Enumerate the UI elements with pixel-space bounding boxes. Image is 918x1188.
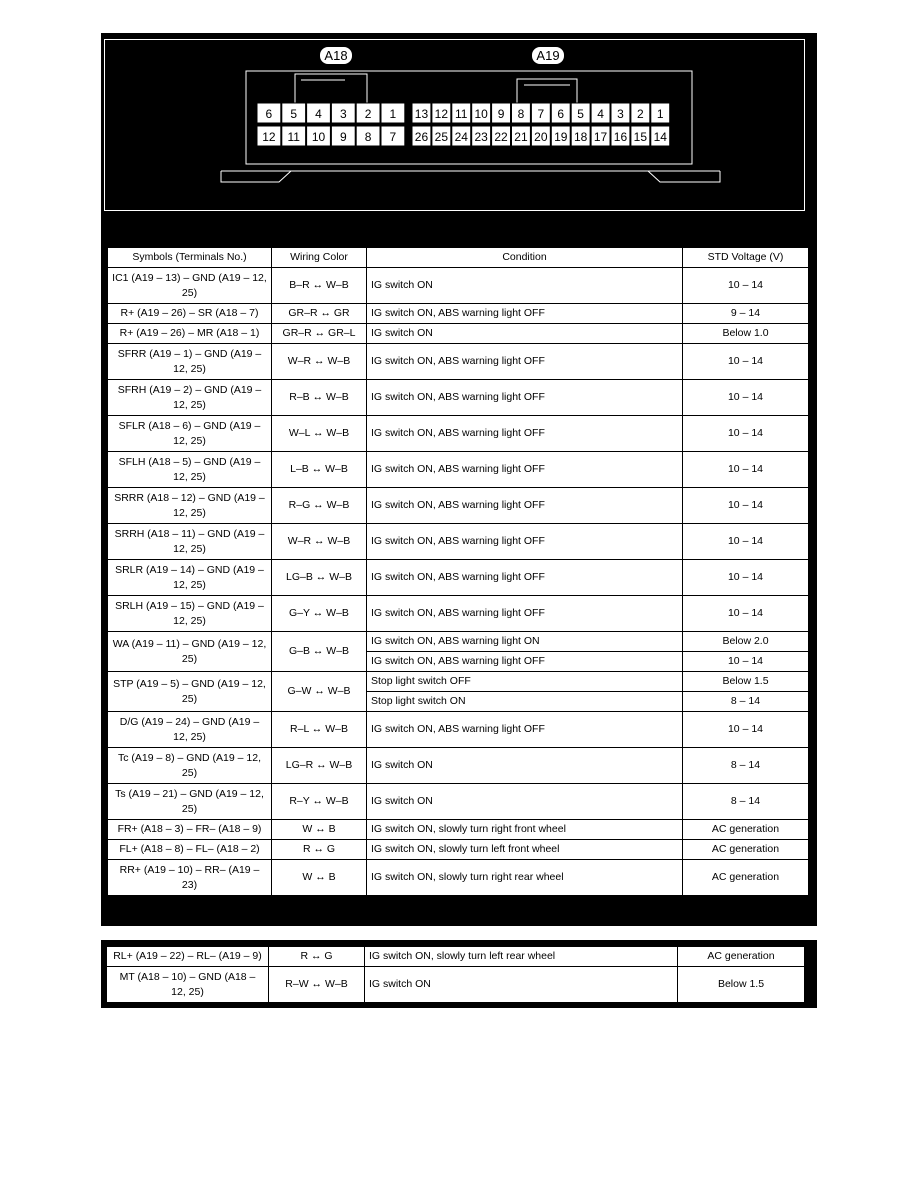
condition-text: Stop light switch ON [367, 692, 683, 712]
table-row [108, 452, 809, 488]
table-row [108, 860, 809, 896]
condition-text: IG switch ON, ABS warning light OFF [367, 524, 683, 560]
table-row [108, 672, 809, 692]
a19-pin-number: 1 [656, 107, 664, 121]
wiring-color: W–L ↔ W–B [272, 416, 367, 452]
table-row [108, 820, 809, 840]
terminal-symbol: SFLH (A18 – 5) – GND (A19 – 12, 25) [108, 452, 272, 488]
a18-pin-number: 9 [339, 130, 347, 144]
wiring-color: LG–B ↔ W–B [272, 560, 367, 596]
a19-pin-number: 9 [497, 107, 505, 121]
wiring-color: R ↔ G [269, 947, 365, 967]
table-row [107, 947, 805, 967]
a19-pin-number: 16 [613, 130, 628, 144]
table-row [108, 840, 809, 860]
condition-text: IG switch ON, ABS warning light OFF [367, 596, 683, 632]
condition-text: Stop light switch OFF [367, 672, 683, 692]
terminal-symbol: SRLR (A19 – 14) – GND (A19 – 12, 25) [108, 560, 272, 596]
a19-pin-number: 10 [474, 107, 488, 121]
wiring-color: B–R ↔ W–B [272, 268, 367, 304]
header-condition: Condition [367, 248, 683, 268]
wiring-color: R–L ↔ W–B [272, 712, 367, 748]
a19-pin-number: 2 [637, 107, 644, 121]
condition-text: IG switch ON, ABS warning light OFF [367, 452, 683, 488]
a19-pin-number: 18 [573, 130, 588, 144]
condition-text: IG switch ON, ABS warning light OFF [367, 652, 683, 672]
a19-pin-number: 13 [414, 107, 429, 121]
terminal-symbol: R+ (A19 – 26) – MR (A18 – 1) [108, 324, 272, 344]
table-row [108, 632, 809, 652]
terminal-symbol: SFRR (A19 – 1) – GND (A19 – 12, 25) [108, 344, 272, 380]
terminal-symbol: SFLR (A18 – 6) – GND (A19 – 12, 25) [108, 416, 272, 452]
a19-pin-number: 24 [454, 130, 468, 144]
table-row [108, 748, 809, 784]
a19-pin-number: 14 [653, 130, 667, 144]
table-row [108, 560, 809, 596]
a19-pin-number: 20 [534, 130, 548, 144]
terminal-symbol: Ts (A19 – 21) – GND (A19 – 12, 25) [108, 784, 272, 820]
std-voltage: AC generation [683, 820, 809, 840]
terminal-spec-table-continued [106, 946, 805, 1003]
wiring-color: R–G ↔ W–B [272, 488, 367, 524]
wiring-color: G–Y ↔ W–B [272, 596, 367, 632]
table-header-row [108, 248, 809, 268]
condition-text: IG switch ON, ABS warning light OFF [367, 712, 683, 748]
table-row [108, 712, 809, 748]
wiring-color: GR–R ↔ GR [272, 304, 367, 324]
a18-pin-number: 8 [364, 130, 372, 144]
condition-text: IG switch ON, slowly turn right front wheel [367, 820, 683, 840]
a19-pin-number: 19 [554, 130, 568, 144]
terminal-symbol: FR+ (A18 – 3) – FR– (A18 – 9) [108, 820, 272, 840]
svg-text:A19: A19 [536, 48, 560, 63]
wiring-color: R–B ↔ W–B [272, 380, 367, 416]
a19-label-badge [532, 47, 564, 64]
std-voltage: Below 2.0 [683, 632, 809, 652]
a19-pin-number: 21 [514, 130, 528, 144]
terminal-symbol: WA (A19 – 11) – GND (A19 – 12, 25) [108, 632, 272, 672]
a19-pin-grid [412, 103, 670, 146]
table-row [108, 488, 809, 524]
std-voltage: 10 – 14 [683, 652, 809, 672]
a18-pin-number: 5 [290, 107, 298, 121]
terminal-symbol: FL+ (A18 – 8) – FL– (A18 – 2) [108, 840, 272, 860]
table-row [108, 416, 809, 452]
wiring-color: L–B ↔ W–B [272, 452, 367, 488]
terminal-spec-table [107, 247, 809, 896]
condition-text: IG switch ON, slowly turn left front wheel [367, 840, 683, 860]
table-row [108, 380, 809, 416]
a18-label-badge [320, 47, 352, 64]
a18-pin-grid [257, 103, 405, 146]
std-voltage: 10 – 14 [683, 380, 809, 416]
condition-text: IG switch ON [367, 324, 683, 344]
std-voltage: 10 – 14 [683, 416, 809, 452]
wiring-color: W–R ↔ W–B [272, 344, 367, 380]
std-voltage: AC generation [683, 840, 809, 860]
header-wiring-color: Wiring Color [272, 248, 367, 268]
std-voltage: AC generation [683, 860, 809, 896]
wiring-color: R–W ↔ W–B [269, 967, 365, 1003]
table-row [107, 967, 805, 1003]
condition-text: IG switch ON, ABS warning light OFF [367, 560, 683, 596]
terminal-symbol: D/G (A19 – 24) – GND (A19 – 12, 25) [108, 712, 272, 748]
condition-text: IG switch ON [367, 784, 683, 820]
a19-pin-number: 23 [474, 130, 488, 144]
a19-pin-number: 4 [597, 107, 604, 121]
a18-pin-number: 12 [262, 130, 276, 144]
std-voltage: 10 – 14 [683, 344, 809, 380]
terminal-symbol: STP (A19 – 5) – GND (A19 – 12, 25) [108, 672, 272, 712]
condition-text: IG switch ON, ABS warning light OFF [367, 416, 683, 452]
svg-text:A18: A18 [324, 48, 348, 63]
wiring-color: LG–R ↔ W–B [272, 748, 367, 784]
a18-pin-number: 3 [339, 107, 347, 121]
table-row [108, 784, 809, 820]
a18-latch [295, 74, 367, 104]
header-symbols: Symbols (Terminals No.) [108, 248, 272, 268]
terminal-symbol: Tc (A19 – 8) – GND (A19 – 12, 25) [108, 748, 272, 784]
a18-pin-number: 7 [389, 130, 397, 144]
housing-flange-right [648, 171, 720, 182]
header-std-voltage: STD Voltage (V) [683, 248, 809, 268]
a19-pin-number: 15 [633, 130, 648, 144]
std-voltage: 8 – 14 [683, 784, 809, 820]
a19-pin-number: 8 [517, 107, 525, 121]
wiring-color: R–Y ↔ W–B [272, 784, 367, 820]
condition-text: IG switch ON, ABS warning light OFF [367, 344, 683, 380]
terminal-symbol: IC1 (A19 – 13) – GND (A19 – 12, 25) [108, 268, 272, 304]
std-voltage: 10 – 14 [683, 452, 809, 488]
std-voltage: 10 – 14 [683, 596, 809, 632]
table-row [108, 344, 809, 380]
wiring-color: W ↔ B [272, 860, 367, 896]
terminal-symbol: MT (A18 – 10) – GND (A18 – 12, 25) [107, 967, 269, 1003]
condition-text: IG switch ON, slowly turn right rear wheel [367, 860, 683, 896]
terminal-symbol: SRRR (A18 – 12) – GND (A19 – 12, 25) [108, 488, 272, 524]
a18-pin-number: 10 [311, 130, 326, 144]
terminal-symbol: SRRH (A18 – 11) – GND (A19 – 12, 25) [108, 524, 272, 560]
std-voltage: 10 – 14 [683, 712, 809, 748]
condition-text: IG switch ON, ABS warning light ON [367, 632, 683, 652]
table-row [108, 268, 809, 304]
std-voltage: 10 – 14 [683, 488, 809, 524]
wiring-color: GR–R ↔ GR–L [272, 324, 367, 344]
a19-pin-number: 12 [434, 107, 449, 121]
a19-pin-number: 7 [537, 107, 545, 121]
condition-text: IG switch ON [365, 967, 678, 1003]
a18-pin-number: 2 [364, 107, 372, 121]
a18-pin-number: 6 [265, 107, 273, 121]
a19-pin-number: 17 [593, 130, 608, 144]
a19-pin-number: 25 [434, 130, 449, 144]
a19-pin-number: 3 [617, 107, 624, 121]
terminal-symbol: SRLH (A19 – 15) – GND (A19 – 12, 25) [108, 596, 272, 632]
condition-text: IG switch ON [367, 268, 683, 304]
connector-diagram [104, 39, 805, 211]
std-voltage: Below 1.5 [683, 672, 809, 692]
a19-latch [517, 79, 577, 104]
condition-text: IG switch ON, ABS warning light OFF [367, 304, 683, 324]
terminal-symbol: R+ (A19 – 26) – SR (A18 – 7) [108, 304, 272, 324]
wiring-color: G–W ↔ W–B [272, 672, 367, 712]
table-row [108, 324, 809, 344]
condition-text: IG switch ON, ABS warning light OFF [367, 380, 683, 416]
std-voltage: 10 – 14 [683, 524, 809, 560]
condition-text: IG switch ON [367, 748, 683, 784]
terminal-symbol: RR+ (A19 – 10) – RR– (A19 – 23) [108, 860, 272, 896]
std-voltage: 8 – 14 [683, 748, 809, 784]
a18-pin-number: 1 [389, 107, 397, 121]
condition-text: IG switch ON, slowly turn left rear wheel [365, 947, 678, 967]
housing-flange-left [221, 171, 291, 182]
a19-pin-number: 6 [557, 107, 565, 121]
std-voltage: Below 1.5 [678, 967, 805, 1003]
a19-pin-number: 11 [455, 107, 468, 121]
table-row [108, 304, 809, 324]
wiring-color: W ↔ B [272, 820, 367, 840]
a19-pin-number: 5 [577, 107, 584, 121]
a18-pin-number: 4 [315, 107, 322, 121]
table-row [108, 524, 809, 560]
std-voltage: 10 – 14 [683, 560, 809, 596]
terminal-symbol: RL+ (A19 – 22) – RL– (A19 – 9) [107, 947, 269, 967]
a19-pin-number: 26 [414, 130, 429, 144]
a19-pin-number: 22 [494, 130, 508, 144]
wiring-color: G–B ↔ W–B [272, 632, 367, 672]
wiring-color: R ↔ G [272, 840, 367, 860]
std-voltage: 10 – 14 [683, 268, 809, 304]
std-voltage: 9 – 14 [683, 304, 809, 324]
std-voltage: AC generation [678, 947, 805, 967]
a18-pin-number: 11 [287, 130, 300, 144]
wiring-color: W–R ↔ W–B [272, 524, 367, 560]
table-row [108, 596, 809, 632]
condition-text: IG switch ON, ABS warning light OFF [367, 488, 683, 524]
terminal-symbol: SFRH (A19 – 2) – GND (A19 – 12, 25) [108, 380, 272, 416]
std-voltage: Below 1.0 [683, 324, 809, 344]
std-voltage: 8 – 14 [683, 692, 809, 712]
